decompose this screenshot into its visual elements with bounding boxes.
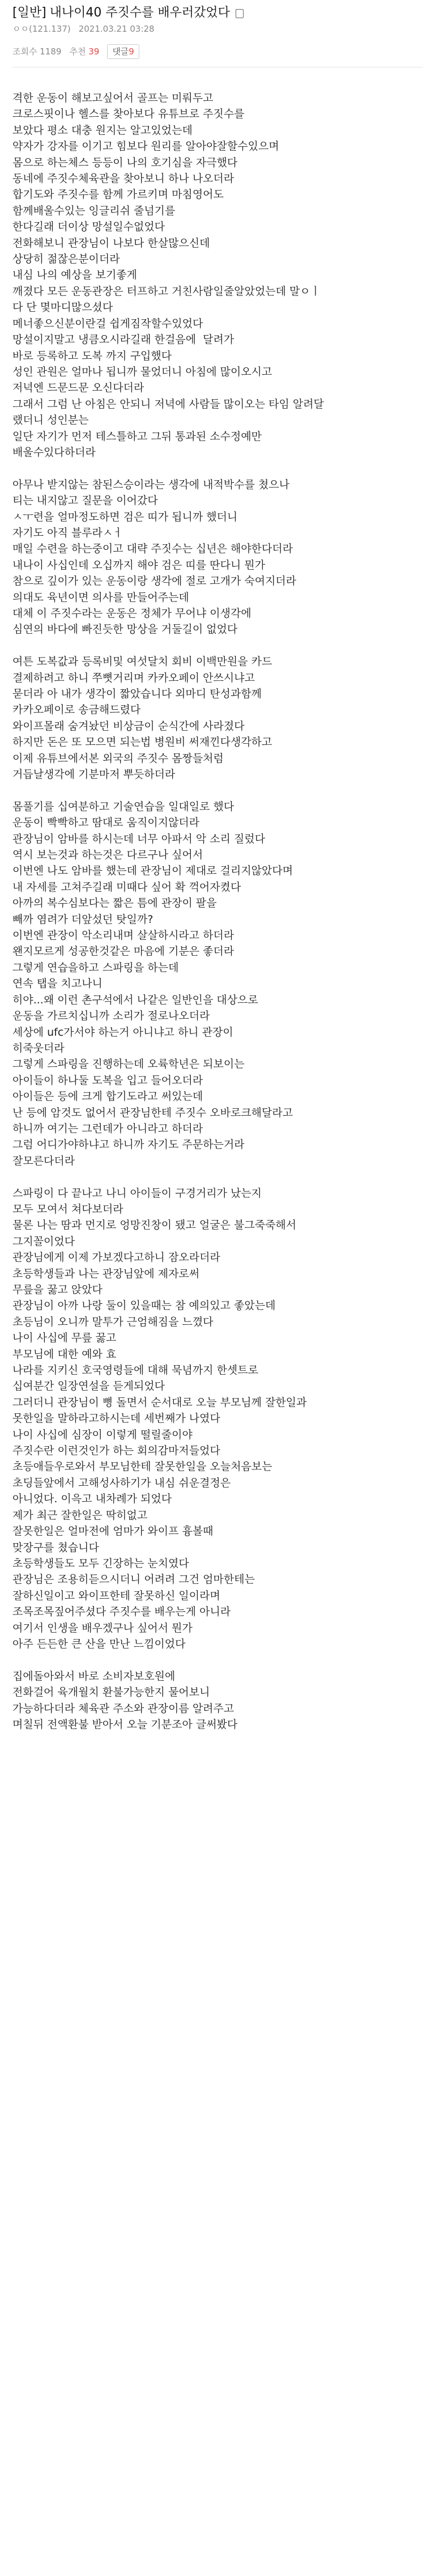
body-line: 함께배울수있는 잉글리쉬 줄넘기를 — [12, 204, 176, 217]
body-line: 묻더라 아 내가 생각이 짧았습니다 외마디 탄성과함께 — [12, 688, 262, 700]
body-line: 초등애들우로와서 부모님한테 잘못한일을 오늘처음보는 — [12, 1460, 272, 1473]
body-line: 한다길래 더이상 망설일수없었다 — [12, 221, 165, 234]
comment-count: 9 — [129, 46, 134, 57]
view-count — [12, 44, 61, 59]
body-line: 카카오페이로 송금해드렸다 — [12, 704, 141, 717]
paragraph-gap — [12, 782, 423, 798]
body-line: 관장님에게 이제 가보겠다고하니 잠오라더라 — [12, 1251, 220, 1264]
recommend-count — [69, 44, 99, 59]
body-line: 빼까 염려가 더앞섰던 탓일까? — [12, 913, 153, 926]
body-line: 이번엔 나도 암바를 했는데 관장님이 제대로 걸리지않았다며 — [12, 865, 293, 878]
body-line: 티는 내지않고 질문을 이어갔다 — [12, 494, 158, 507]
body-line: 격한 운동이 해보고싶어서 골프는 미뤄두고 — [12, 92, 214, 104]
post-author[interactable]: ㅇㅇ(121.137) — [12, 24, 71, 34]
body-line: 자기도 아직 블루라ㅅㅓ — [12, 526, 123, 539]
body-line: 상당히 젊잖은분이더라 — [12, 253, 120, 266]
body-line: 랬더니 성인분는 — [12, 414, 89, 427]
body-line: 주짓수란 이런것인가 하는 회의감마저들었다 — [12, 1444, 220, 1458]
body-line: 십여분간 일장연설을 듣게되었다 — [12, 1380, 165, 1393]
body-line: 아이들이 하나둘 도복을 입고 들어오더라 — [12, 1074, 203, 1087]
body-line: 다 단 몇마디많으셨다 — [12, 301, 113, 314]
body-line: 몸으로 하는체스 등등이 나의 호기심을 자극했다 — [12, 156, 238, 169]
body-line: 전화걸어 육개월치 환불가능한지 물어보니 — [12, 1686, 210, 1699]
body-line: 초등님이 오니까 말투가 근엄해짐을 느꼈다 — [12, 1315, 214, 1328]
body-line: 못한일을 말하라고하시는데 세번째가 나였다 — [12, 1412, 220, 1425]
body-line: 여튼 도복값과 등록비및 여섯달치 회비 이백만원을 카드 — [12, 655, 272, 668]
body-line: 히죽웃더라 — [12, 1041, 65, 1054]
body-line: 아이들은 등에 크게 합기도라고 써있는데 — [12, 1090, 203, 1103]
body-line: 물론 나는 땀과 먼지로 엉망진창이 됐고 얼굴은 불그죽죽해서 — [12, 1219, 297, 1232]
view-value: 1189 — [40, 46, 62, 57]
body-line: 아무나 받지않는 참된스승이라는 생각에 내적박수를 쳤으나 — [12, 478, 290, 491]
body-line: 성인 관원은 얼마나 됩니까 물었더니 아침에 많이오시고 — [12, 365, 272, 378]
body-line: 배울수있다하더라 — [12, 446, 96, 459]
body-line: 가능하다더라 체육관 주소와 관장이름 알려주고 — [12, 1702, 234, 1715]
body-line: 아주 든든한 큰 산을 만난 느낌이었다 — [12, 1637, 186, 1650]
body-line: 그래서 그럼 난 아침은 안되니 저녁에 사람들 많이오는 타임 알려달 — [12, 397, 324, 410]
body-line: 무릎을 꿇고 앉았다 — [12, 1283, 103, 1296]
body-line: 망설이지말고 냉큼오시라길래 한걸음에 달려가 — [12, 333, 234, 346]
body-line: 메너좋으신분이란걸 쉽게짐작할수있었다 — [12, 317, 203, 330]
body-line: 하지만 돈은 또 모으면 되는법 병원비 써재낀다생각하고 — [12, 736, 272, 749]
body-line: 거듭날생각에 기분마저 뿌듯하더라 — [12, 768, 176, 781]
body-line: 그지꼴이었다 — [12, 1235, 75, 1248]
body-line: 운동을 가르치십니까 소리가 절로나오더라 — [12, 1010, 210, 1023]
body-line: 아니었다. 이윽고 내차례가 되었다 — [12, 1493, 172, 1506]
body-line: 일단 자기가 먼저 테스틀하고 그뒤 통과된 소수정예만 — [12, 430, 262, 443]
body-line: ㅅㅜ련을 얼마정도하면 검은 띠가 됩니까 했더니 — [12, 510, 238, 523]
post-body — [12, 67, 423, 1732]
body-line: 그렇게 스파링을 진행하는데 오륙학년은 되보이는 — [12, 1058, 245, 1071]
body-line: 하니까 여기는 그런데가 아니라고 하더라 — [12, 1122, 203, 1135]
body-line: 심연의 바다에 빠진듯한 망상을 거둘길이 없었다 — [12, 623, 238, 636]
body-line: 초딩들앞에서 고해성사하기가 내심 쉬운결정은 — [12, 1476, 231, 1489]
body-line: 아까의 복수심보다는 짧은 틈에 관장이 팔을 — [12, 897, 217, 910]
body-line: 매일 수련을 하는중이고 대략 주짓수는 십년은 해야한다더라 — [12, 543, 293, 556]
body-line: 며칠뒤 전액환불 받아서 오늘 기분조아 글써봤다 — [12, 1718, 238, 1731]
body-line: 그렇게 연습을하고 스파링을 하는데 — [12, 961, 179, 974]
body-line: 히야...왜 이런 촌구석에서 나같은 일반인을 대상으로 — [12, 993, 258, 1006]
body-line: 와이프몰래 숨겨놨던 비상금이 순식간에 사라졌다 — [12, 719, 245, 732]
body-line: 운동이 빡빡하고 땀대로 움직이지않더라 — [12, 816, 200, 829]
body-line: 내나이 사십인데 오십까지 해야 검은 띠를 딴다니 뭔가 — [12, 558, 266, 571]
body-line: 동네에 주짓수체육관을 찾아보니 하나 나오더라 — [12, 172, 234, 185]
post-title: 내나이40 주짓수를 배우러갔었다 — [49, 6, 230, 20]
paragraph-gap — [12, 1652, 423, 1668]
post-title-row — [12, 5, 423, 22]
body-line: 그럼 어디가야하냐고 하니까 자기도 주문하는거라 — [12, 1138, 245, 1151]
body-line: 의대도 육년이면 의사를 만들어주는데 — [12, 591, 189, 604]
body-line: 초등학생들도 모두 긴장하는 눈치였다 — [12, 1557, 189, 1570]
paragraph-gap — [12, 638, 423, 654]
body-line: 관장님은 조용히듣으시더니 어려려 그건 엄마한테는 — [12, 1573, 255, 1586]
paragraph-gap — [12, 460, 423, 476]
body-line: 역시 보는것과 하는것은 다르구나 싶어서 — [12, 849, 203, 862]
body-line: 깨졌다 모든 운동관장은 터프하고 거친사람일줄알았었는데 말ㅇㅣ — [12, 285, 321, 298]
body-line: 모두 모여서 쳐다보더라 — [12, 1202, 123, 1215]
body-line: 나이 사십에 심장이 이렇게 떨릴줄이야 — [12, 1428, 193, 1441]
body-line: 이번엔 관장이 악소리내며 살살하시라고 하더라 — [12, 929, 234, 942]
post-date: 2021.03.21 03:28 — [78, 24, 155, 34]
body-line: 나이 사십에 무릎 꿇고 — [12, 1332, 117, 1345]
body-line: 잘모른다더라 — [12, 1154, 75, 1167]
body-line: 합기도와 주짓수를 함께 가르키며 마침영어도 — [12, 188, 224, 201]
body-line: 보았다 평소 대충 원지는 알고있었는데 — [12, 124, 193, 137]
body-line: 초등학생들과 나는 관장님앞에 제자로써 — [12, 1267, 200, 1280]
body-line: 이제 유튜브에서본 외국의 주짓수 몸짱들처럼 — [12, 752, 224, 765]
comment-button[interactable] — [107, 44, 139, 59]
body-line: 크로스핏이나 헬스를 찾아보다 유튜브로 주짓수를 — [12, 108, 245, 121]
body-line: 왠지모르게 성공한것같은 마음에 기분은 좋더라 — [12, 945, 234, 958]
body-line: 조목조목짚어주셨다 주짓수를 배우는게 아니라 — [12, 1605, 231, 1619]
view-label: 조회수 — [12, 46, 37, 57]
body-line: 집에돌아와서 바로 소비자보호원에 — [12, 1670, 176, 1683]
body-line: 내심 나의 예상을 보기좋게 — [12, 269, 138, 282]
body-line: 맞장구를 쳤습니다 — [12, 1541, 99, 1554]
body-line: 저녁엔 드문드문 오신다더라 — [12, 382, 144, 395]
body-line: 약자가 강자를 이기고 힘보다 원리를 알아야잘할수있으며 — [12, 140, 279, 153]
body-line: 연속 탭을 치고나니 — [12, 977, 103, 990]
body-line: 몸풀기를 십여분하고 기술연습을 일대일로 했다 — [12, 800, 234, 813]
body-line: 잘못한일은 얼마전에 엄마가 와이프 흉볼때 — [12, 1525, 214, 1538]
paragraph-gap — [12, 1169, 423, 1185]
recommend-value: 39 — [88, 46, 100, 57]
body-line: 내 자세를 고쳐주길래 미때다 싶어 확 꺽어자켰다 — [12, 880, 241, 893]
recommend-label: 추천 — [69, 46, 86, 57]
post-header — [12, 0, 423, 67]
body-line: 여기서 인생을 배우겠구나 싶어서 뭔가 — [12, 1621, 193, 1634]
body-line: 제가 최근 잘한일은 딱히없고 — [12, 1509, 148, 1522]
body-line: 잘하신일이고 와이프한테 잘못하신 일이라며 — [12, 1589, 220, 1602]
body-line: 부모님에 대한 예와 효 — [12, 1348, 117, 1361]
body-line: 스파링이 다 끝나고 나니 아이들이 구경거리가 났는지 — [12, 1187, 262, 1200]
body-line: 결제하려고 하니 쭈뼛거리며 카카오페이 안쓰시냐고 — [12, 671, 255, 684]
body-line: 대체 이 주짓수라는 운동은 정체가 무어냐 이생각에 — [12, 607, 251, 620]
comment-label: 댓글 — [112, 46, 129, 57]
body-line: 세상에 ufc가서야 하는거 아니냐고 하니 관장이 — [12, 1026, 233, 1039]
body-line: 전화해보니 관장님이 나보다 한살많으신데 — [12, 236, 210, 249]
image-attachment-icon — [236, 9, 244, 18]
post-category-tag: [일반] — [12, 6, 46, 20]
body-line: 관장님이 아까 나랑 둘이 있을때는 참 예의있고 좋았는데 — [12, 1299, 276, 1312]
post-meta — [12, 23, 423, 35]
body-line: 관장님이 암바를 하시는데 너무 아파서 악 소리 질렀다 — [12, 832, 266, 845]
post-stats — [12, 44, 423, 59]
body-line: 바로 등록하고 도복 까지 구입했다 — [12, 349, 172, 362]
body-line: 난 등에 암것도 없어서 관장님한테 주짓수 오바로크해달라고 — [12, 1106, 293, 1119]
body-line: 그러더니 관장님이 뼝 돌면서 순서대로 오늘 부모님께 잘한일과 — [12, 1396, 307, 1409]
body-line: 나라를 지키신 호국영령들에 대해 묵념까지 한셋트로 — [12, 1364, 258, 1377]
body-line: 참으로 깊이가 있는 운동이랑 생각에 절로 고개가 숙여지더라 — [12, 575, 297, 588]
